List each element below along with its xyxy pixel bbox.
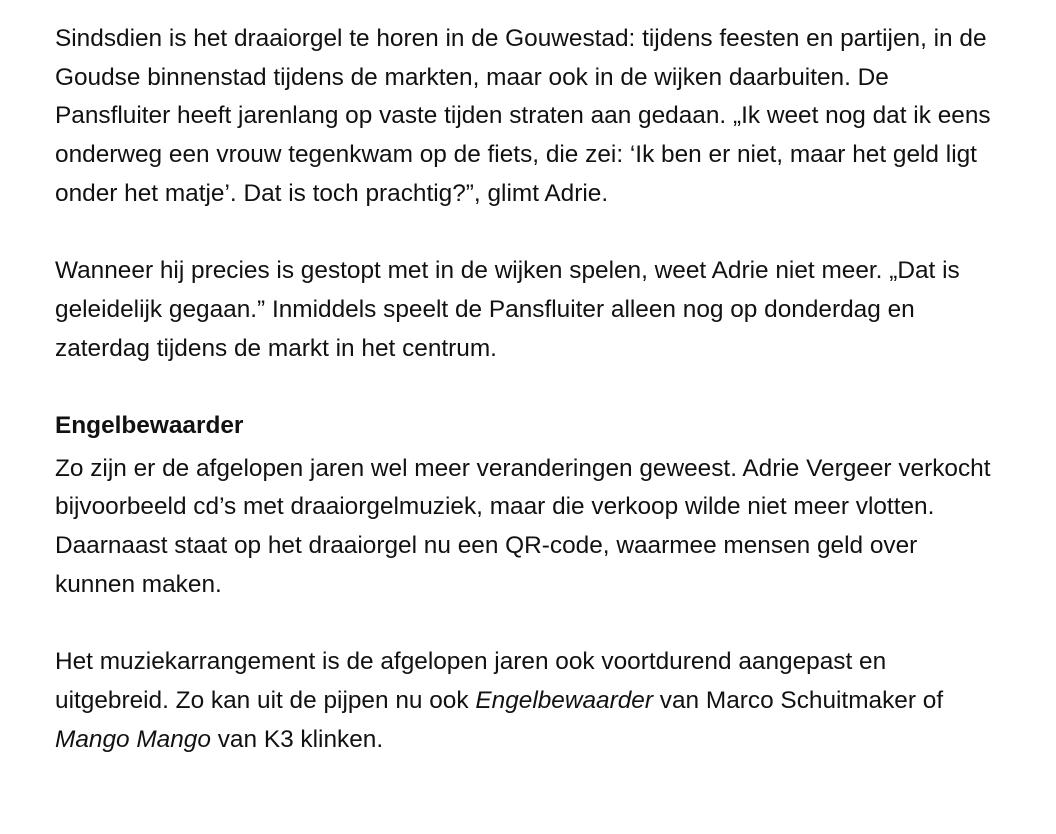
song-title-mango-mango: Mango Mango (55, 725, 211, 753)
section-heading: Engelbewaarder (55, 412, 244, 439)
paragraph-1: Sindsdien is het draaiorgel te horen in de Gouwestad: tijdens feesten en partijen, in de Goudse binnenstad tijdens de markten, maar ook in de wijken daarbuiten. De Pansfluiter heeft jarenlang op vaste tijden straten aan gedaan. „Ik weet nog dat ik eens onderweg een vrouw tegenkwam op de fiets, die zei: ‘Ik ben er niet, maar het geld ligt onder het matje’. Dat is toch prachtig?”, glimt Adrie. (55, 25, 991, 207)
paragraph-2: Wanneer hij precies is gestopt met in de wijken spelen, weet Adrie niet meer. „Dat is geleidelijk gegaan.” Inmiddels speelt de Pansfluiter alleen nog op donderdag en zaterdag tijdens de markt in het centrum. (55, 257, 960, 362)
paragraph-3: Zo zijn er de afgelopen jaren wel meer veranderingen geweest. Adrie Vergeer verkocht bijvoorbeeld cd’s met draaiorgelmuziek, maar die verkoop wilde niet meer vlotten. Daarnaast staat op het draaiorgel nu een QR-code, waarmee mensen geld over kunnen maken. (55, 454, 991, 598)
article-body (55, 20, 1000, 759)
song-title-engelbewaarder: Engelbewaarder (475, 686, 653, 714)
paragraph-4-text-3: van K3 klinken. (210, 725, 384, 753)
paragraph-4-text-1: Het muziekarrangement is de afgelopen jaren ook voortdurend aangepast en uitgebreid. Zo kan uit de pijpen nu ook (55, 648, 887, 714)
paragraph-4-text-2: van Marco Schuitmaker of (653, 686, 944, 714)
paragraph-4 (55, 643, 1000, 759)
